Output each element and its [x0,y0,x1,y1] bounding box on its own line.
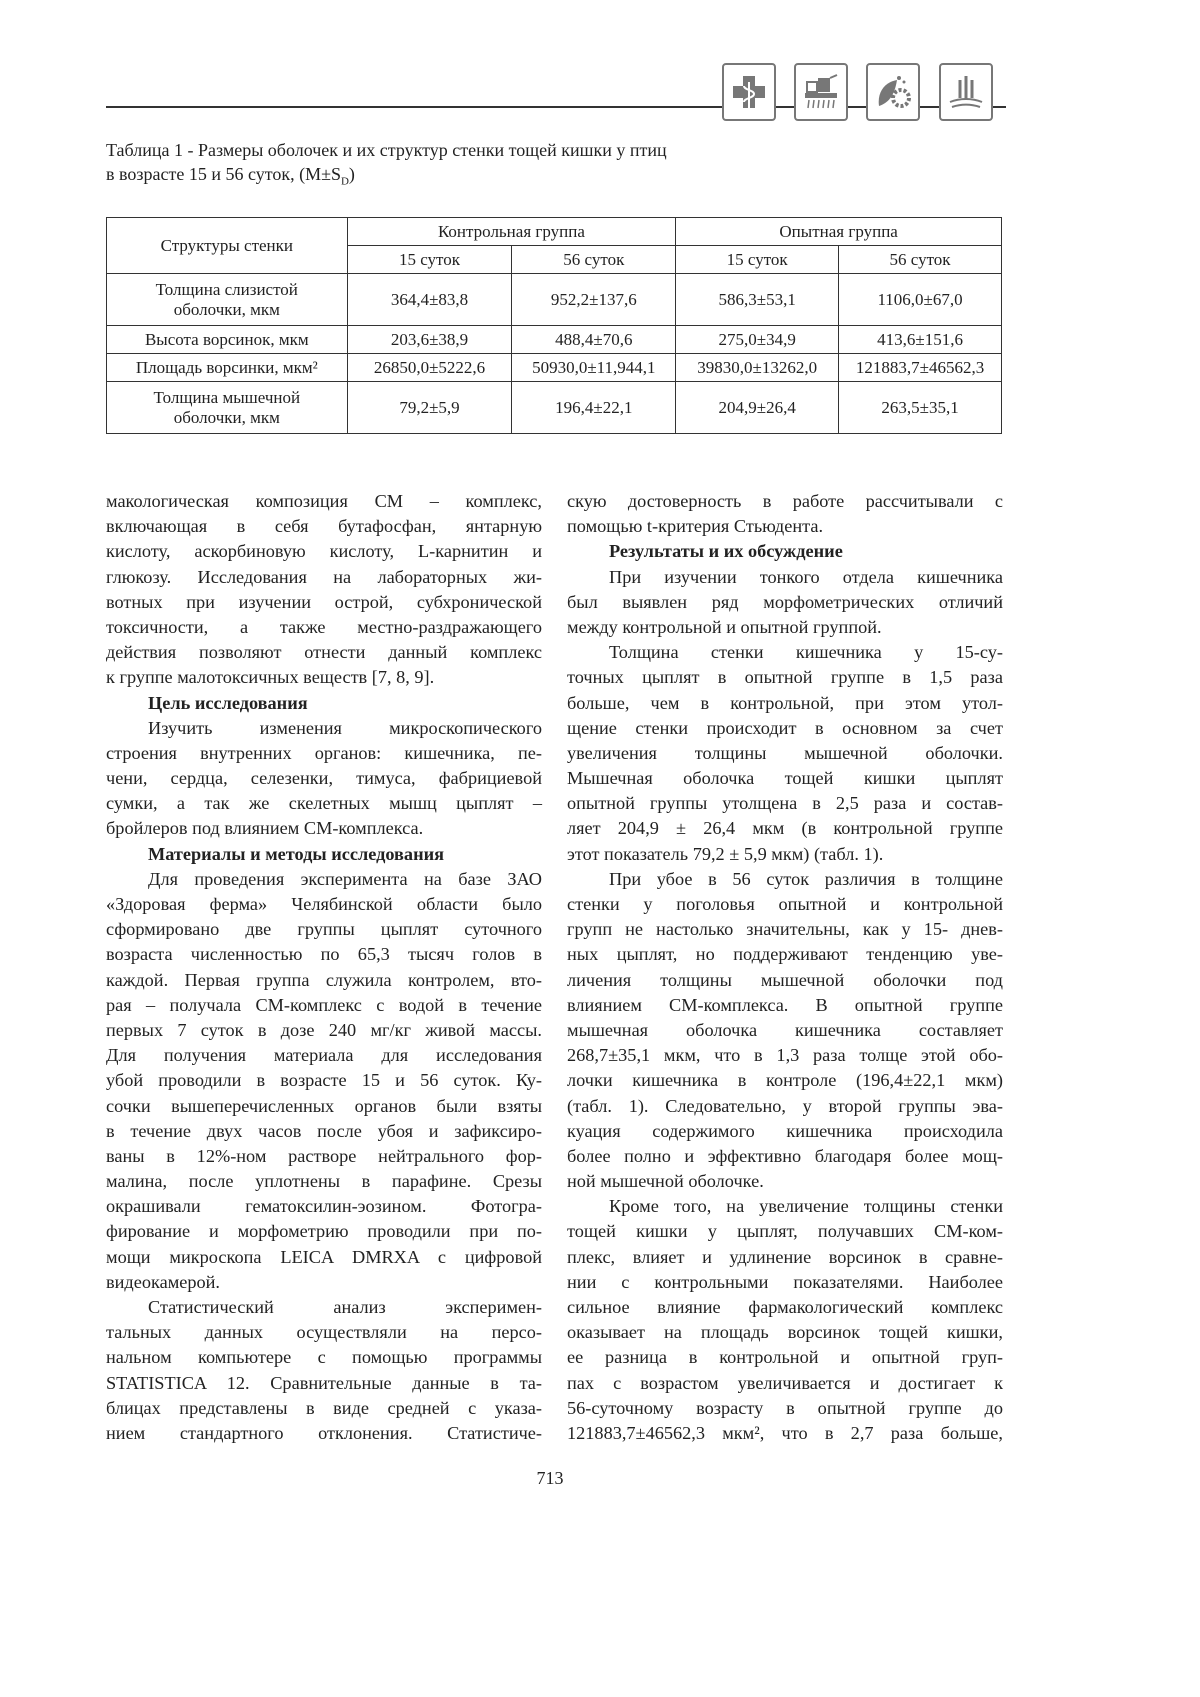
text-line: тощей кишки у цыплят, получавших СМ-ком- [567,1221,1003,1242]
text-line: сильное влияние фармакологический комплекс [567,1297,1003,1317]
table-cell: 275,0±34,9 [676,326,839,354]
table-cell: 586,3±53,1 [676,274,839,326]
text-line: При убое в 56 суток различия в толщине [609,868,1003,889]
text-line: первых 7 суток в дозе 240 мг/кг живой массы. [106,1019,542,1040]
text-line: убой проводили в возрасте 15 и 56 суток. Ку- [106,1070,542,1091]
text-line: между контрольной и опытной группой. [567,616,882,637]
text-line: глюкозу. Исследования на лабораторных жи- [106,566,542,587]
text-line: точных цыплят в опытной группе в 1,5 раза [567,667,1003,688]
text-line: вотных при изучении острой, субхронической [106,591,542,612]
text-line: Изучить изменения микроскопического [148,717,542,738]
text-line: При изучении тонкого отдела кишечника [609,566,1003,587]
text-column-right [567,489,1003,1446]
table-cell: 413,6±151,6 [839,326,1002,354]
text-line: групп не настолько значительны, как у 15- днев- [567,919,1003,940]
text-line: щение стенки происходит в основном за счет [567,717,1003,738]
table-cell: 39830,0±13262,0 [676,354,839,382]
text-line: каждой. Первая группа служила контролем, вто- [106,969,542,990]
table-row [107,382,1002,434]
table-cell: 1106,0±67,0 [839,274,1002,326]
text-line: ее разница в контрольной и опытной груп- [567,1347,1003,1368]
text-line: скую достоверность в работе рассчитывали с [567,491,1003,511]
text-line: сформировано две группы цыплят суточного [106,919,542,940]
text-line: 121883,7±46562,3 мкм², что в 2,7 раза больше, [567,1422,1003,1443]
text-line: нием стандартного отклонения. Статистиче- [106,1422,542,1443]
table-cell: 196,4±22,1 [512,382,676,434]
text-line: кислоту, аскорбиновую кислоту, L-карнитин и [106,541,542,562]
text-line: Для получения материала для исследования [106,1045,542,1066]
table-cell: 204,9±26,4 [676,382,839,434]
text-line: мощи микроскопа LEICA DMRXA с цифровой [106,1246,542,1267]
medical-cross-caduceus-icon [722,63,776,121]
text-line: Для проведения эксперимента на базе ЗАО [148,868,542,889]
text-line: более полно и эффективно благодаря более мощ- [567,1145,1003,1166]
table-cell: 26850,0±5222,6 [347,354,512,382]
text-line: в течение двух часов после убоя и зафиксиро- [106,1120,542,1141]
leaf-flask-gear-icon [866,63,920,121]
text-line: Кроме того, на увеличение толщины стенки [609,1196,1003,1217]
row-label: Высота ворсинок, мкм [107,326,348,354]
header-control-group: Контрольная группа [347,218,676,246]
header-day: 56 суток [512,246,676,274]
text-line: пах с возрастом увеличивается и достигает к [567,1372,1003,1393]
text-line: строения внутренних органов: кишечника, пе- [106,742,542,763]
table-row [107,326,1002,354]
table-cell: 79,2±5,9 [347,382,512,434]
text-line: включающая в себя бутафосфан, янтарную [106,516,542,537]
text-line: (табл. 1). Следовательно, у второй группы эва- [567,1095,1003,1116]
section-heading: Материалы и методы исследования [148,843,445,864]
text-line: «Здоровая ферма» Челябинской области было [106,894,542,914]
text-line: плекс, влияет и удлинение ворсинок в сравне- [567,1246,1003,1267]
header-experimental-group: Опытная группа [676,218,1002,246]
text-line: сумки, а так же скелетных мышц цыплят – [106,793,542,814]
text-line: Толщина стенки кишечника у 15-су- [609,642,1003,663]
table-cell: 488,4±70,6 [512,326,676,354]
text-line: фирование и морфометрию проводили при по- [106,1221,542,1242]
combine-harvester-icon [794,63,848,121]
text-line: оказывает на площадь ворсинок тощей кишки, [567,1322,1003,1343]
text-line: сочки вышеперечисленных органов были взяты [106,1095,542,1116]
table-cell: 203,6±38,9 [347,326,512,354]
text-line: был выявлен ряд морфометрических отличий [567,591,1003,612]
text-line: 56-суточному возрасту в опытной группе до [567,1397,1003,1418]
row-label: Толщина слизистой оболочки, мкм [107,274,348,326]
row-label: Площадь ворсинки, мкм² [107,354,348,382]
text-line: нальном компьютере с помощью программы [106,1347,542,1368]
text-line: влиянием СМ-комплекса. В опытной группе [567,994,1003,1015]
text-line: макологическая композиция СМ – комплекс, [106,491,542,511]
text-line: к группе малотоксичных веществ [7, 8, 9]. [106,667,435,688]
text-column-left [106,489,542,1446]
text-line: опытной группы утолщена в 2,5 раза и состав- [567,793,1003,814]
text-line: малина, после уплотнены в парафине. Срезы [106,1171,542,1192]
text-line: чени, сердца, селезенки, тимуса, фабрициевой [106,768,542,789]
caption-subscript: D [340,175,349,188]
section-heading: Цель исследования [148,692,308,713]
table-cell: 364,4±83,8 [347,274,512,326]
text-line: окрашивали гематоксилин-эозином. Фотогра- [106,1196,542,1217]
table-row [107,354,1002,382]
table-caption [106,138,667,194]
wheat-field-icon [939,63,993,121]
text-line: возраста численностью по 65,3 тысяч голов в [106,944,542,965]
text-line: стенки у поголовья опытной и контрольной [567,894,1003,914]
text-line: STATISTICA 12. Сравнительные данные в та- [106,1372,542,1393]
text-line: токсичности, а также местно-раздражающего [106,616,542,637]
text-line: мышечная оболочка кишечника составляет [567,1019,1003,1040]
caption-close: ) [348,164,355,184]
text-line: бройлеров под влиянием СМ-комплекса. [106,818,424,839]
data-table [106,217,1002,434]
text-line: Мышечная оболочка тощей кишки цыплят [567,768,1003,789]
table-cell: 50930,0±11,944,1 [512,354,676,382]
text-line: куация содержимого кишечника происходила [567,1120,1003,1141]
text-line: ляет 204,9 ± 26,4 мкм (в контрольной группе [567,818,1003,839]
text-line: нии с контрольными показателями. Наиболее [567,1271,1003,1292]
header-day: 15 суток [676,246,839,274]
text-line: лочки кишечника в контроле (196,4±22,1 мкм) [567,1070,1003,1091]
text-line: этот показатель 79,2 ± 5,9 мкм) (табл. 1). [567,843,884,864]
text-line: ных цыплят, но поддерживают тенденцию уве- [567,944,1003,965]
header-day: 56 суток [839,246,1002,274]
text-line: 268,7±35,1 мкм, что в 1,3 раза толще этой обо- [567,1045,1003,1066]
row-label: Толщина мышечной оболочки, мкм [107,382,348,434]
text-line: рая – получала СМ-комплекс с водой в течение [106,994,542,1015]
page-number: 713 [536,1468,564,1488]
text-line: больше, чем в контрольной, при этом утол- [567,692,1003,713]
text-line: личения толщины мышечной оболочки под [567,969,1003,990]
section-heading: Результаты и их обсуждение [609,541,843,562]
caption-text: в возрасте 15 и 56 суток, (M±S [106,164,341,184]
caption-line-2 [106,162,667,194]
text-line: действия позволяют отнести данный комплекс [106,642,542,663]
table-row [107,274,1002,326]
table-cell: 121883,7±46562,3 [839,354,1002,382]
header-structures: Структуры стенки [107,218,348,274]
text-line: тальных данных осуществляли на персо- [106,1322,542,1343]
text-line: ваны в 12%-ном растворе нейтрального фор- [106,1145,542,1166]
text-line: Статистический анализ эксперимен- [148,1297,542,1317]
table-cell: 952,2±137,6 [512,274,676,326]
text-line: блицах представлены в виде средней с указа- [106,1397,542,1418]
text-line: увеличения толщины мышечной оболочки. [567,742,1003,763]
text-line: видеокамерой. [106,1271,221,1292]
caption-line-1: Таблица 1 - Размеры оболочек и их структур стенки тощей кишки у птиц [106,140,667,160]
header-day: 15 суток [347,246,512,274]
text-line: помощью t-критерия Стьюдента. [567,516,824,537]
text-line: ной мышечной оболочке. [567,1171,764,1192]
table-cell: 263,5±35,1 [839,382,1002,434]
